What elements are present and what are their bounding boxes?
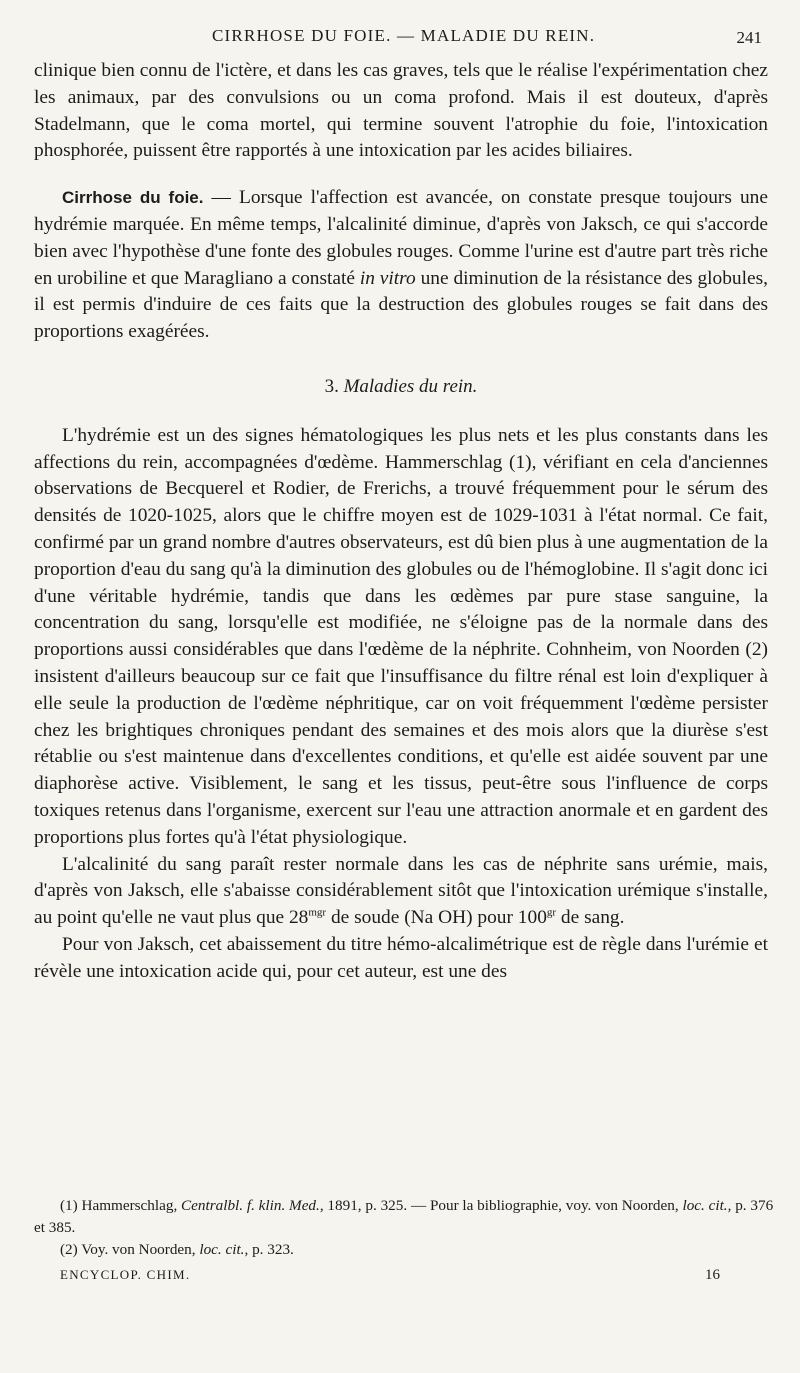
paragraph-text: de soude (Na OH) pour 100 <box>326 907 547 929</box>
unit-superscript: mgr <box>308 906 327 919</box>
section-heading <box>34 374 768 401</box>
section-title: Maladies du rein. <box>343 375 478 397</box>
paragraph-hydremie: L'hydrémie est un des signes hématologiques les plus nets et les plus constants dans les affections du rein, accompagnées d'œdème. Hammerschlag (1), vérifiant en cela d'anciennes observations de Becquerel et Rodier, de Frerichs, a trouvé fréquemment pour le sérum des densités de 1020-1025, alors que le chiffre moyen est de 1029-1031 à l'état normal. Ce fait, confirmé par un grand nombre d'autres observateurs, est dû bien plus à une augmentation de la proportion d'eau du sang qu'à la diminution des globules ou de l'hémoglobine. Il s'agit donc ici d'une véritable hydrémie, tandis que dans les œdèmes par pure stase sanguine, la concentration du sang, lorsqu'elle est modifiée, ne s'éloigne pas de la normale dans des proportions aussi considérables que dans l'œdème de la néphrite. Cohnheim, von Noorden (2) insistent d'ailleurs beaucoup sur ce fait que l'insuffisance du filtre rénal est loin d'expliquer à elle seule la production de l'œdème néphritique, car on voit fréquemment l'œdème persister chez les brightiques chroniques pendant des semaines et des mois alors que la diurèse s'est rétablie ou s'est maintenue dans d'excellentes conditions, et qu'elle est aidée souvent par une diaphorèse active. Visiblement, le sang et les tissus, peut-être sous l'influence de corps toxiques retenus dans l'organisme, exercent sur l'eau une attraction anormale et en gardent des proportions plus fortes qu'à l'état physiologique. <box>34 424 768 848</box>
footnotes <box>34 1195 774 1261</box>
running-title: CIRRHOSE DU FOIE. — MALADIE DU REIN. <box>212 26 596 45</box>
signature-line <box>60 1267 720 1287</box>
signature-mark: ENCYCLOP. CHIM. <box>60 1267 191 1282</box>
footnote-text: (2) Voy. von Noorden, <box>60 1241 200 1258</box>
footnote-loc-cit: loc. cit. <box>682 1197 728 1214</box>
footnote-1 <box>34 1195 774 1239</box>
signature-number: 16 <box>705 1267 720 1283</box>
paragraph-text: une diminution de la résistance des globules, il est permis d'induire de ces faits que la destruction des globules rouges se fait dans des proportions exagérées. <box>34 267 769 343</box>
running-head <box>0 26 800 50</box>
footnote-text: (1) Hammerschlag, <box>60 1197 182 1214</box>
footnote-2 <box>34 1239 774 1261</box>
paragraph-cirrhose <box>34 185 768 346</box>
footnote-journal: Centralbl. f. klin. Med. <box>181 1197 320 1214</box>
footnote-text: , p. 376 et 385. <box>34 1197 774 1236</box>
paragraph-continuation: clinique bien connu de l'ictère, et dans les cas graves, tels que le réalise l'expérimentation chez les animaux, par des convulsions ou un coma profond. Mais il est douteux, d'après Stadelmann, que le coma mortel, qui termine souvent l'atrophie du foie, l'intoxication phosphorée, puissent être rapportés à une intoxication par les acides biliaires. <box>34 60 768 162</box>
section-number: 3. <box>324 375 339 397</box>
footnote-loc-cit: loc. cit. <box>199 1241 245 1258</box>
unit-superscript: gr <box>546 906 557 919</box>
paragraph-jaksch: Pour von Jaksch, cet abaissement du titre hémo-alcalimétrique est de règle dans l'urémie et révèle une intoxication acide qui, pour cet auteur, est une des <box>34 933 768 982</box>
paragraph-alcalinite <box>34 852 768 932</box>
paragraph-text: L'alcalinité du sang paraît rester normale dans les cas de néphrite sans urémie, mais, d'après von Jaksch, elle s'abaisse considérablement sitôt que l'intoxication urémique s'installe, au point qu'elle ne vaut plus que 28 <box>34 853 768 929</box>
footnote-text: , 1891, p. 325. — Pour la bibliographie, voy. von Noorden, <box>319 1197 683 1214</box>
footnote-text: , p. 323. <box>244 1241 294 1258</box>
run-in-heading: Cirrhose du foie. <box>62 188 204 208</box>
body-text <box>34 58 768 986</box>
page-number: 241 <box>736 28 762 47</box>
italic-term: in vitro <box>359 267 416 289</box>
paragraph-text: — Lorsque l'affection est avancée, on constate presque toujours une hydrémie marquée. En même temps, l'alcalinité diminue, d'après von Jaksch, ce qui s'accorde bien avec l'hypothèse d'une fonte des globules rouges. Comme l'urine est d'autre part très riche en urobiline et que Maragliano a constaté <box>34 187 768 289</box>
paragraph-text: de sang. <box>556 907 625 929</box>
